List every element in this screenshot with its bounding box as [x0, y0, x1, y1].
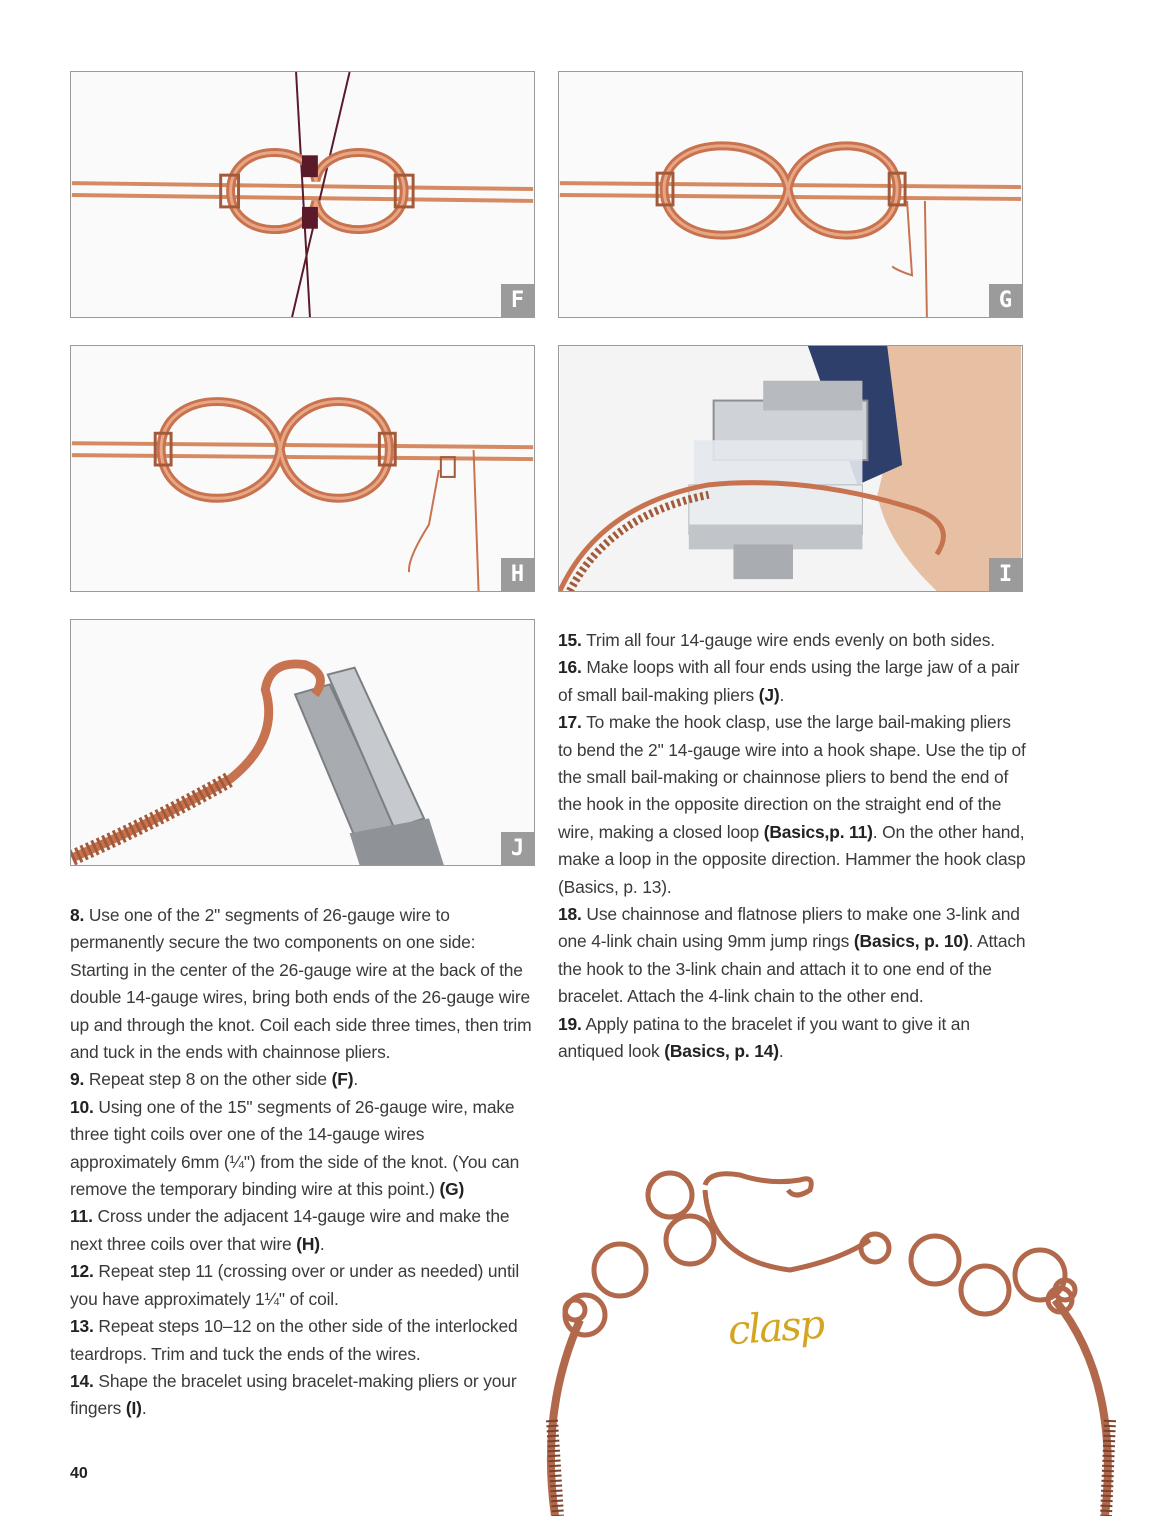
right-instructions: [558, 627, 1028, 1066]
photo-g: [558, 71, 1023, 318]
photo-h: [70, 345, 535, 592]
knot-image-h: [71, 346, 534, 591]
step-8: 8. Use one of the 2" segments of 26-gauge wire to permanently secure the two components on one side: Starting in the center of the 26-gauge wire at the back of the double 14-gauge wires, bring both ends of the 26-gauge wire up and through the knot. Coil each side three times, then trim and tuck in the ends with chainnose pliers.: [70, 905, 532, 1063]
step-17: 17. To make the hook clasp, use the large bail-making pliers to bend the 2" 14-gauge wire into a hook shape. Use the tip of the small bail-making or chainnose pliers to bend the end of the hook in the opposite direction on the straight end of the wire, making a closed loop (Basics,p. 11). On the other hand, make a loop in the opposite direction. Hammer the hook clasp (Basics, p. 13).: [558, 712, 1026, 897]
step-9: 9. Repeat step 8 on the other side (F).: [70, 1069, 359, 1090]
photo-label-i: I: [989, 558, 1022, 591]
step-13: 13. Repeat steps 10–12 on the other side of the interlocked teardrops. Trim and tuck the ends of the wires.: [70, 1316, 518, 1364]
step-10: 10. Using one of the 15" segments of 26-gauge wire, make three tight coils over one of the 14-gauge wires approximately 6mm (¼") from the side of the knot. (You can remove the temporary binding wire at this point.) (G): [70, 1096, 520, 1200]
photo-label-f: F: [501, 284, 534, 317]
page-number: 40: [70, 1465, 88, 1482]
photo-label-g: G: [989, 284, 1022, 317]
step-14: 14. Shape the bracelet using bracelet-making pliers or your fingers (I).: [70, 1370, 517, 1419]
step-15: 15. Trim all four 14-gauge wire ends evenly on both sides.: [558, 630, 995, 650]
step-18: 18. Use chainnose and flatnose pliers to make one 3-link and one 4-link chain using 9mm jump rings (Basics, p. 10). Attach the hook to the 3-link chain and attach it to one end of the bracelet. Attach the 4-link chain to the other end.: [558, 904, 1026, 1007]
left-instructions: [70, 902, 532, 1423]
photo-j: [70, 619, 535, 866]
step-16: 16. Make loops with all four ends using the large jaw of a pair of small bail-making pliers (J).: [558, 657, 1020, 705]
knot-image-f: [71, 72, 534, 317]
knot-image-g: [559, 72, 1022, 317]
photo-i: [558, 345, 1023, 592]
step-19: 19. Apply patina to the bracelet if you want to give it an antiqued look (Basics, p. 14).: [558, 1013, 970, 1062]
pliers-image-i: [559, 346, 1022, 591]
photo-label-h: H: [501, 558, 534, 591]
photo-label-j: J: [501, 832, 534, 865]
step-12: 12. Repeat step 11 (crossing over or under as needed) until you have approximately 1¼" of coil.: [70, 1261, 520, 1309]
photo-f: [70, 71, 535, 318]
bail-pliers-image-j: [71, 620, 534, 865]
bracelet-clasp-image: [540, 1150, 1163, 1516]
clasp-label: clasp: [726, 1301, 825, 1355]
step-11: 11. Cross under the adjacent 14-gauge wire and make the next three coils over that wire (H).: [70, 1206, 510, 1254]
